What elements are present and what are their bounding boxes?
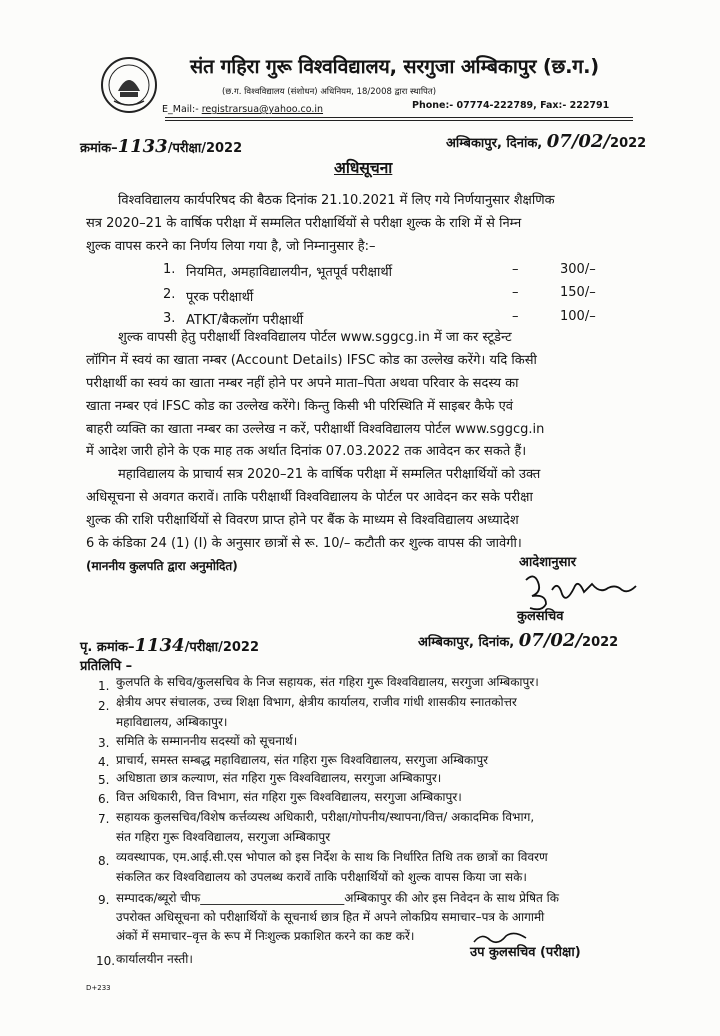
para3-line: 6 के कंडिका 24 (1) (I) के अनुसार छात्रों से रू. 10/– कटौती कर शुल्क वापस की जावेगी। bbox=[86, 536, 522, 551]
date-handwritten: 07/02/ bbox=[546, 131, 611, 152]
copy-item: सहायक कुलसचिव/विशेष कर्त्तव्यस्थ अधिकारी, परीक्षा/गोपनीय/स्थापना/वित्त/ अकादमिक विभाग, bbox=[116, 810, 535, 824]
copy-item-cont: संकलित कर विश्वविद्यालय को उपलब्ध करावें ताकि परीक्षार्थियों को शुल्क वापस किया जा सके। bbox=[116, 870, 527, 884]
para3-line: महाविद्यालय के प्राचार्य सत्र 2020–21 के वार्षिक परीक्षा में सम्मलित परीक्षार्थियों को उक्त bbox=[118, 467, 541, 482]
place-date-label: अम्बिकापुर, दिनांक, bbox=[418, 635, 515, 650]
fee-amount: 150/– bbox=[560, 285, 596, 300]
establishment-note: (छ.ग. विश्वविद्यालय (संशोधन) अधिनियम, 18/2008 द्वारा स्थापित) bbox=[222, 87, 437, 97]
para1-line: शुल्क वापस करने का निर्णय लिया गया है, जो निम्नानुसार है:– bbox=[86, 239, 376, 254]
para2-line: में आदेश जारी होने के एक माह तक अर्थात दिनांक 07.03.2022 तक आवेदन कर सकते हैं। bbox=[86, 444, 527, 459]
copy-num: 1. bbox=[98, 679, 110, 693]
fee-num: 2. bbox=[163, 287, 176, 302]
order-label: आदेशानुसार bbox=[519, 555, 577, 570]
copy-num: 2. bbox=[98, 699, 110, 713]
fee-dash: – bbox=[512, 262, 519, 277]
date-handwritten: 07/02/ bbox=[518, 630, 583, 651]
notification-title: अधिसूचना bbox=[334, 159, 393, 177]
fee-label: पूरक परीक्षार्थी bbox=[186, 290, 254, 305]
ref-number-line bbox=[80, 136, 242, 157]
copy-item: व्यवस्थापक, एम.आई.सी.एस भोपाल को इस निर्देश के साथ कि निर्धारित तिथि तक छात्रों का विवरण bbox=[116, 850, 548, 864]
para1-line: विश्वविद्यालय कार्यपरिषद की बैठक दिनांक 21.10.2021 में लिए गये निर्णयानुसार शैक्षणिक bbox=[118, 193, 555, 208]
fee-num: 1. bbox=[163, 262, 176, 277]
fee-label: नियमित, अमहाविद्यालयीन, भूतपूर्व परीक्षार्थी bbox=[186, 265, 392, 280]
copy-item: अधिष्ठाता छात्र कल्याण, संत गहिरा गुरू विश्वविद्यालय, सरगुजा अम्बिकापुर। bbox=[116, 771, 442, 785]
header-rule-double bbox=[165, 120, 633, 121]
para3-line: शुल्क की राशि परीक्षार्थियों से विवरण प्राप्त होने पर बैंक के माध्यम से विश्वविद्यालय अध्यादेश bbox=[86, 513, 519, 528]
copy-item-cont: उपरोक्त अधिसूचना को परीक्षार्थियों के सूचनार्थ छात्र हित में अपने लोकप्रिय समाचार–पत्र के आगामी bbox=[116, 910, 545, 924]
copy-item-cont: महाविद्यालय, अम्बिकापुर। bbox=[116, 715, 228, 729]
copy-title: प्रतिलिपि – bbox=[80, 659, 133, 674]
footer-code: D+233 bbox=[86, 984, 111, 992]
place-date-label: अम्बिकापुर, दिनांक, bbox=[446, 136, 543, 151]
copy-item: प्राचार्य, समस्त सम्बद्ध महाविद्यालय, संत गहिरा गुरू विश्वविद्यालय, सरगुजा अम्बिकापुर bbox=[116, 753, 489, 767]
ref2-number-line bbox=[80, 635, 259, 656]
university-name: संत गहिरा गुरू विश्वविद्यालय, सरगुजा अम्बिकापुर (छ.ग.) bbox=[190, 55, 600, 78]
approval-note: (माननीय कुलपति द्वारा अनुमोदित) bbox=[86, 559, 238, 573]
email-label: E_Mail:- bbox=[162, 104, 199, 115]
deputy-registrar-title: उप कुलसचिव (परीक्षा) bbox=[470, 945, 581, 960]
copy-num: 9. bbox=[98, 893, 110, 907]
fee-label: ATKT/बैकलॉग परीक्षार्थी bbox=[186, 313, 304, 328]
para1-line: सत्र 2020–21 के वार्षिक परीक्षा में सम्मलित परीक्षार्थियों से परीक्षा शुल्क के राशि में से निम्न bbox=[86, 216, 522, 231]
ref2-date-line bbox=[418, 630, 618, 651]
fee-dash: – bbox=[512, 309, 519, 324]
date-year: 2022 bbox=[582, 635, 619, 650]
phone-fax: Phone:- 07774-222789, Fax:- 222791 bbox=[412, 100, 610, 111]
copy-item: क्षेत्रीय अपर संचालक, उच्च शिक्षा विभाग, क्षेत्रीय कार्यालय, राजीव गांधी शासकीय स्नातकोत्तर bbox=[116, 695, 517, 709]
copy-item: सम्पादक/ब्यूरो चीफ________________________अम्बिकापुर की ओर इस निवेदन के साथ प्रेषित कि bbox=[116, 891, 560, 905]
copy-item: कार्यालयीन नस्ती। bbox=[116, 952, 193, 966]
ref-number-handwritten: 1133 bbox=[117, 136, 168, 157]
para3-line: अधिसूचना से अवगत करावें। ताकि परीक्षार्थी विश्वविद्यालय के पोर्टल पर आवेदन कर सके परीक्षा bbox=[86, 490, 533, 505]
ref2-suffix: /परीक्षा/2022 bbox=[184, 640, 260, 655]
fee-amount: 100/– bbox=[560, 309, 596, 324]
ref2-number-handwritten: 1134 bbox=[134, 635, 185, 656]
date-year: 2022 bbox=[610, 136, 647, 151]
ref-date-line bbox=[446, 131, 646, 152]
email-address: registrarsua@yahoo.co.in bbox=[201, 104, 324, 115]
copy-num: 5. bbox=[98, 773, 110, 787]
copy-item: कुलपति के सचिव/कुलसचिव के निज सहायक, संत गहिरा गुरू विश्वविद्यालय, सरगुजा अम्बिकापुर। bbox=[116, 675, 539, 689]
copy-num: 8. bbox=[98, 854, 110, 868]
copy-num: 6. bbox=[98, 792, 110, 806]
ref-suffix: /परीक्षा/2022 bbox=[167, 141, 243, 156]
copy-item: वित्त अधिकारी, वित्त विभाग, संत गहिरा गुरू विश्वविद्यालय, सरगुजा अम्बिकापुर। bbox=[116, 790, 462, 804]
registrar-title: कुलसचिव bbox=[517, 609, 564, 624]
para2-line: बाहरी व्यक्ति का खाता नम्बर का उल्लेख न करें, परीक्षार्थी विश्वविद्यालय पोर्टल www.sggcg.in bbox=[86, 422, 545, 437]
ref2-prefix: पृ. क्रमांक– bbox=[80, 640, 135, 655]
para2-line: खाता नम्बर एवं IFSC कोड का उल्लेख करेंगे। किन्तु किसी भी परिस्थिति में साइबर कैफे एवं bbox=[86, 399, 513, 414]
para2-line: शुल्क वापसी हेतु परीक्षार्थी विश्वविद्यालय पोर्टल www.sggcg.in में जा कर स्टूडेन्ट bbox=[118, 330, 512, 345]
university-seal-logo bbox=[100, 55, 158, 115]
fee-amount: 300/– bbox=[560, 262, 596, 277]
copy-num: 3. bbox=[98, 736, 110, 750]
para2-line: लॉगिन में स्वयं का खाता नम्बर (Account Details) IFSC कोड का उल्लेख करेंगे। यदि किसी bbox=[86, 353, 537, 368]
fee-dash: – bbox=[512, 285, 519, 300]
copy-item: समिति के सम्माननीय सदस्यों को सूचनार्थ। bbox=[116, 734, 298, 748]
para2-line: परीक्षार्थी का स्वयं का खाता नम्बर नहीं होने पर अपने माता–पिता अथवा परिवार के सदस्य का bbox=[86, 376, 519, 391]
copy-item-cont: संत गहिरा गुरू विश्वविद्यालय, सरगुजा अम्बिकापुर bbox=[116, 830, 331, 844]
copy-num: 7. bbox=[98, 812, 110, 826]
copy-num: 10. bbox=[96, 954, 116, 968]
email-line bbox=[162, 104, 323, 115]
ref-prefix: क्रमांक– bbox=[80, 141, 118, 156]
fee-num: 3. bbox=[163, 311, 176, 326]
header-rule bbox=[165, 117, 633, 118]
copy-num: 4. bbox=[98, 755, 110, 769]
copy-item-cont: अंकों में समाचार–वृत्त के रूप में निःशुल्क प्रकाशित करने का कष्ट करें। bbox=[116, 929, 415, 943]
